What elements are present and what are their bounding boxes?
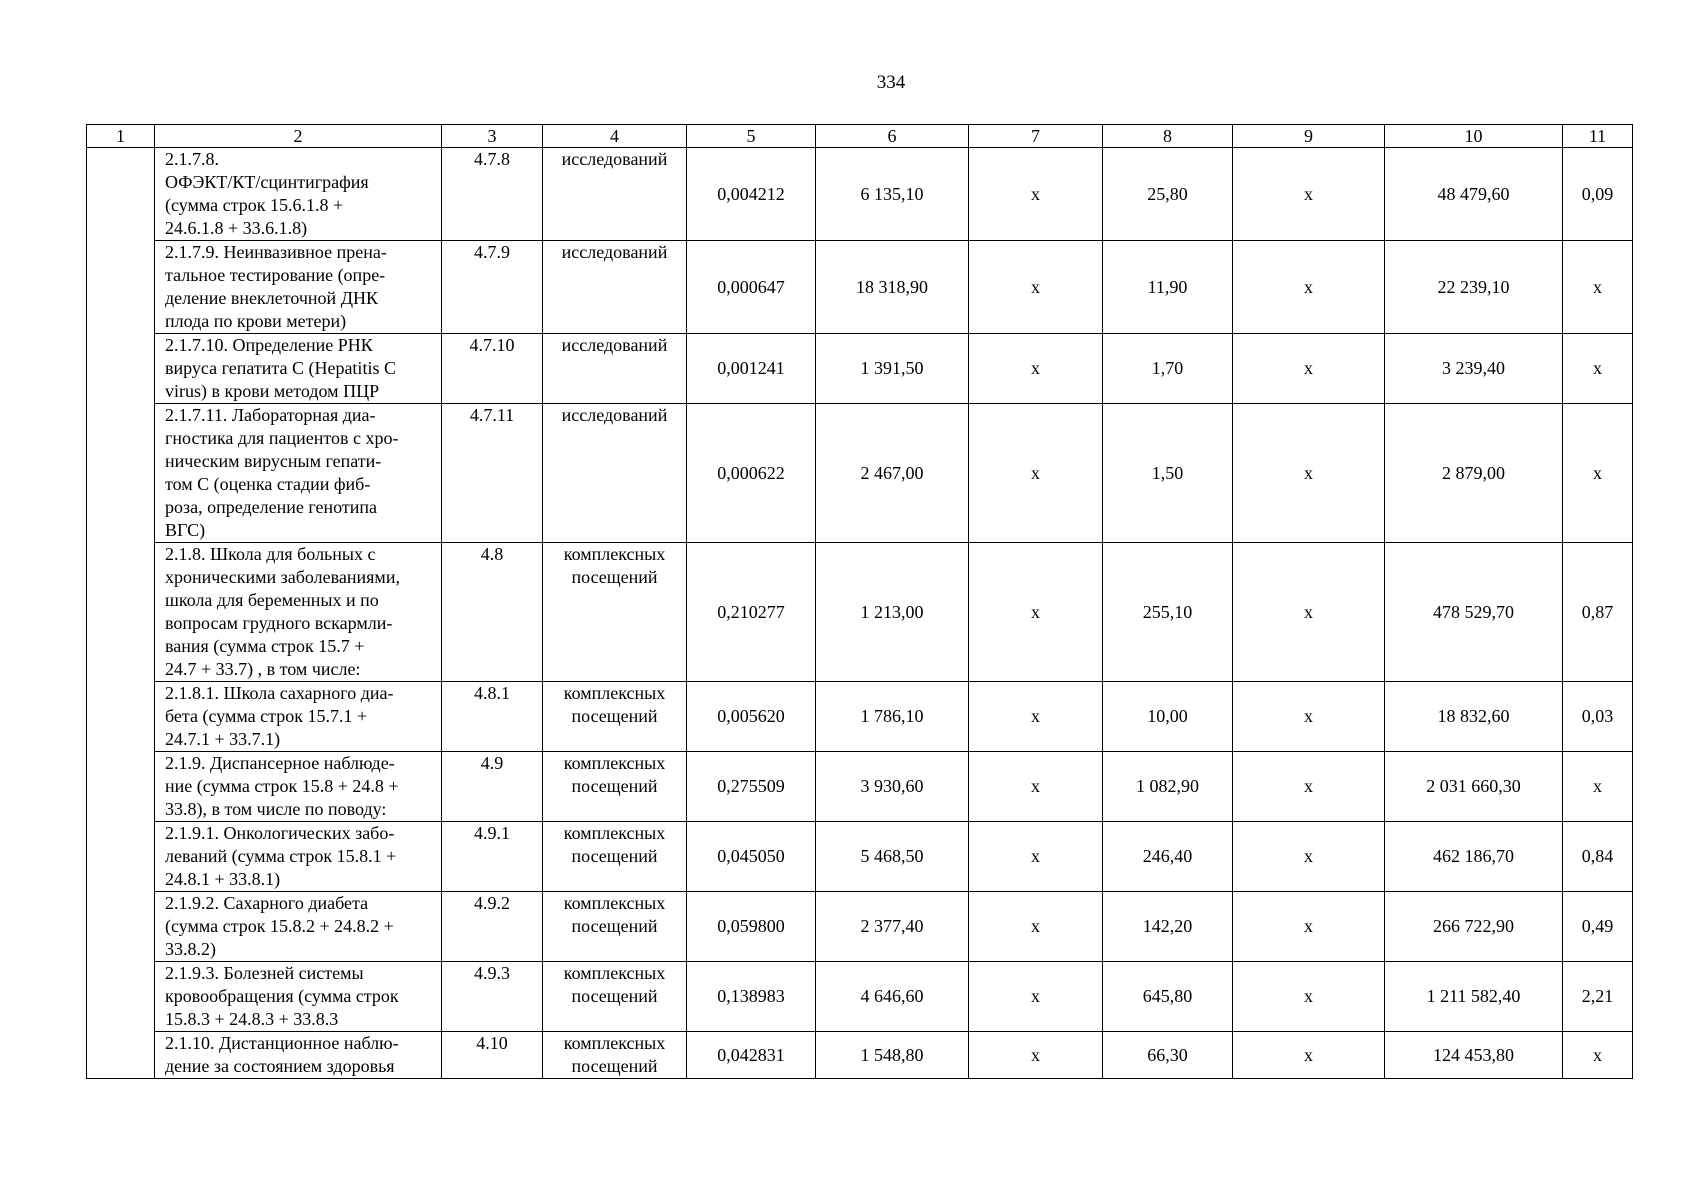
row-code-cell: 4.9.2	[442, 892, 543, 962]
indicator-name-cell-line: ническим вирусным гепати-	[165, 451, 382, 471]
value-cell-10: 462 186,70	[1385, 822, 1563, 892]
indicator-name-cell-line: (сумма строк 15.6.1.8 +	[165, 195, 344, 215]
indicator-name-cell-line: 24.7.1 + 33.7.1)	[165, 729, 281, 749]
value-cell-8: 10,00	[1103, 682, 1233, 752]
indicator-name-cell-line: плода по крови метери)	[165, 311, 347, 331]
table-row	[87, 1032, 1633, 1079]
indicator-name-cell	[155, 241, 442, 334]
value-cell-9: х	[1233, 334, 1385, 404]
row-code-cell: 4.7.9	[442, 241, 543, 334]
value-cell-9: х	[1233, 682, 1385, 752]
value-cell-9: х	[1233, 892, 1385, 962]
indicator-name-cell-line: 15.8.3 + 24.8.3 + 33.8.3	[165, 1009, 339, 1029]
header-cell: 8	[1103, 125, 1233, 148]
indicator-name-cell-line: тальное тестирование (опре-	[165, 265, 386, 285]
value-cell-5: 0,045050	[687, 822, 816, 892]
value-cell-7: х	[969, 822, 1103, 892]
indicator-name-cell	[155, 148, 442, 241]
header-cell: 10	[1385, 125, 1563, 148]
header-cell: 7	[969, 125, 1103, 148]
value-cell-10: 124 453,80	[1385, 1032, 1563, 1079]
indicator-name-cell-line: virus) в крови методом ПЦР	[165, 381, 380, 401]
value-cell-6: 1 391,50	[816, 334, 969, 404]
unit-cell-line: посещений	[571, 986, 658, 1006]
table-row	[87, 241, 1633, 334]
indicator-name-cell-line: (сумма строк 15.8.2 + 24.8.2 +	[165, 916, 394, 936]
unit-cell	[543, 682, 687, 752]
value-cell-11: х	[1563, 752, 1633, 822]
header-cell: 2	[155, 125, 442, 148]
value-cell-5: 0,001241	[687, 334, 816, 404]
header-cell: 11	[1563, 125, 1633, 148]
indicator-name-cell-line: деление внеклеточной ДНК	[165, 288, 378, 308]
value-cell-9: х	[1233, 822, 1385, 892]
header-row	[87, 125, 1633, 148]
indicator-name-cell-line: 2.1.9.1. Онкологических забо-	[165, 823, 395, 843]
value-cell-11: 0,49	[1563, 892, 1633, 962]
indicator-name-cell-line: 24.7 + 33.7) , в том числе:	[165, 659, 361, 679]
unit-cell-line: комплексных	[563, 1033, 666, 1053]
value-cell-5: 0,210277	[687, 543, 816, 682]
unit-cell	[543, 1032, 687, 1079]
unit-cell-line: посещений	[571, 1056, 658, 1076]
value-cell-8: 66,30	[1103, 1032, 1233, 1079]
value-cell-10: 1 211 582,40	[1385, 962, 1563, 1032]
table-row	[87, 822, 1633, 892]
unit-cell	[543, 241, 687, 334]
header-cell: 4	[543, 125, 687, 148]
unit-cell-line: исследований	[561, 242, 668, 262]
unit-cell-line: посещений	[571, 916, 658, 936]
value-cell-10: 478 529,70	[1385, 543, 1563, 682]
row-code-cell: 4.8.1	[442, 682, 543, 752]
unit-cell-line: посещений	[571, 706, 658, 726]
indicator-name-cell	[155, 543, 442, 682]
row-code-cell: 4.9.1	[442, 822, 543, 892]
indicator-name-cell-line: 2.1.10. Дистанционное наблю-	[165, 1033, 399, 1053]
row-code-cell: 4.9.3	[442, 962, 543, 1032]
value-cell-11: 0,84	[1563, 822, 1633, 892]
value-cell-7: х	[969, 241, 1103, 334]
value-cell-7: х	[969, 892, 1103, 962]
data-table	[86, 124, 1633, 1079]
table-row	[87, 404, 1633, 543]
page-number: 334	[876, 72, 906, 93]
table-body	[87, 148, 1633, 1079]
value-cell-10: 22 239,10	[1385, 241, 1563, 334]
value-cell-7: х	[969, 404, 1103, 543]
value-cell-11: х	[1563, 1032, 1633, 1079]
value-cell-8: 255,10	[1103, 543, 1233, 682]
value-cell-5: 0,005620	[687, 682, 816, 752]
indicator-name-cell	[155, 404, 442, 543]
value-cell-10: 48 479,60	[1385, 148, 1563, 241]
value-cell-11: 0,87	[1563, 543, 1633, 682]
indicator-name-cell-line: 24.8.1 + 33.8.1)	[165, 869, 281, 889]
value-cell-8: 1,50	[1103, 404, 1233, 543]
value-cell-9: х	[1233, 148, 1385, 241]
value-cell-7: х	[969, 334, 1103, 404]
value-cell-6: 4 646,60	[816, 962, 969, 1032]
value-cell-5: 0,059800	[687, 892, 816, 962]
row-code-cell: 4.7.10	[442, 334, 543, 404]
indicator-name-cell-line: хроническими заболеваниями,	[165, 567, 400, 587]
indicator-name-cell-line: 2.1.9.3. Болезней системы	[165, 963, 364, 983]
value-cell-6: 6 135,10	[816, 148, 969, 241]
indicator-name-cell-line: ние (сумма строк 15.8 + 24.8 +	[165, 776, 399, 796]
value-cell-11: х	[1563, 241, 1633, 334]
indicator-name-cell	[155, 682, 442, 752]
value-cell-11: 2,21	[1563, 962, 1633, 1032]
value-cell-9: х	[1233, 1032, 1385, 1079]
indicator-name-cell-line: ВГС)	[165, 520, 206, 540]
value-cell-8: 645,80	[1103, 962, 1233, 1032]
indicator-name-cell-line: 24.6.1.8 + 33.6.1.8)	[165, 218, 308, 238]
value-cell-6: 1 213,00	[816, 543, 969, 682]
value-cell-8: 142,20	[1103, 892, 1233, 962]
indicator-name-cell-line: вопросам грудного вскармли-	[165, 613, 393, 633]
value-cell-5: 0,042831	[687, 1032, 816, 1079]
indicator-name-cell-line: 2.1.9.2. Сахарного диабета	[165, 893, 369, 913]
value-cell-7: х	[969, 148, 1103, 241]
value-cell-5: 0,275509	[687, 752, 816, 822]
value-cell-6: 2 377,40	[816, 892, 969, 962]
indicator-name-cell-line: 2.1.8. Школа для больных с	[165, 544, 376, 564]
column-1-cell	[87, 148, 155, 1079]
unit-cell-line: исследований	[561, 149, 668, 169]
value-cell-5: 0,004212	[687, 148, 816, 241]
indicator-name-cell-line: дение за состоянием здоровья	[165, 1056, 395, 1076]
indicator-name-cell-line: 2.1.7.11. Лабораторная диа-	[165, 405, 376, 425]
indicator-name-cell	[155, 822, 442, 892]
value-cell-9: х	[1233, 404, 1385, 543]
value-cell-7: х	[969, 752, 1103, 822]
value-cell-11: 0,03	[1563, 682, 1633, 752]
indicator-name-cell	[155, 334, 442, 404]
header-cell: 6	[816, 125, 969, 148]
indicator-name-cell-line: гностика для пациентов с хро-	[165, 428, 399, 448]
indicator-name-cell-line: вируса гепатита С (Hepatitis C	[165, 358, 396, 378]
unit-cell	[543, 543, 687, 682]
unit-cell	[543, 892, 687, 962]
unit-cell	[543, 822, 687, 892]
value-cell-8: 11,90	[1103, 241, 1233, 334]
unit-cell	[543, 334, 687, 404]
indicator-name-cell	[155, 892, 442, 962]
header-cell: 1	[87, 125, 155, 148]
unit-cell	[543, 404, 687, 543]
value-cell-10: 18 832,60	[1385, 682, 1563, 752]
value-cell-6: 1 548,80	[816, 1032, 969, 1079]
unit-cell-line: комплексных	[563, 683, 666, 703]
value-cell-8: 1,70	[1103, 334, 1233, 404]
indicator-name-cell-line: ОФЭКТ/КТ/сцинтиграфия	[165, 172, 369, 192]
value-cell-6: 3 930,60	[816, 752, 969, 822]
indicator-name-cell	[155, 962, 442, 1032]
value-cell-6: 2 467,00	[816, 404, 969, 543]
unit-cell-line: комплексных	[563, 753, 666, 773]
unit-cell-line: посещений	[571, 567, 658, 587]
value-cell-6: 5 468,50	[816, 822, 969, 892]
value-cell-6: 18 318,90	[816, 241, 969, 334]
table-row	[87, 752, 1633, 822]
indicator-name-cell-line: роза, определение генотипа	[165, 497, 378, 517]
row-code-cell: 4.9	[442, 752, 543, 822]
row-code-cell: 4.10	[442, 1032, 543, 1079]
value-cell-11: х	[1563, 404, 1633, 543]
indicator-name-cell-line: кровообращения (сумма строк	[165, 986, 399, 1006]
value-cell-10: 2 031 660,30	[1385, 752, 1563, 822]
table-row	[87, 892, 1633, 962]
unit-cell-line: комплексных	[563, 893, 666, 913]
unit-cell-line: посещений	[571, 776, 658, 796]
value-cell-9: х	[1233, 962, 1385, 1032]
indicator-name-cell-line: 2.1.7.9. Неинвазивное прена-	[165, 242, 387, 262]
value-cell-5: 0,000647	[687, 241, 816, 334]
indicator-name-cell	[155, 752, 442, 822]
value-cell-8: 1 082,90	[1103, 752, 1233, 822]
header-cell: 5	[687, 125, 816, 148]
unit-cell-line: исследований	[561, 405, 668, 425]
row-code-cell: 4.7.8	[442, 148, 543, 241]
value-cell-8: 246,40	[1103, 822, 1233, 892]
indicator-name-cell-line: леваний (сумма строк 15.8.1 +	[165, 846, 397, 866]
value-cell-7: х	[969, 1032, 1103, 1079]
table-row	[87, 962, 1633, 1032]
value-cell-7: х	[969, 962, 1103, 1032]
value-cell-11: х	[1563, 334, 1633, 404]
value-cell-7: х	[969, 543, 1103, 682]
indicator-name-cell-line: школа для беременных и по	[165, 590, 379, 610]
indicator-name-cell-line: вания (сумма строк 15.7 +	[165, 636, 365, 656]
unit-cell	[543, 148, 687, 241]
value-cell-10: 2 879,00	[1385, 404, 1563, 543]
unit-cell-line: комплексных	[563, 823, 666, 843]
unit-cell-line: посещений	[571, 846, 658, 866]
value-cell-11: 0,09	[1563, 148, 1633, 241]
unit-cell	[543, 962, 687, 1032]
header-cell: 9	[1233, 125, 1385, 148]
value-cell-9: х	[1233, 752, 1385, 822]
indicator-name-cell	[155, 1032, 442, 1079]
indicator-name-cell-line: 2.1.9. Диспансерное наблюде-	[165, 753, 395, 773]
value-cell-5: 0,000622	[687, 404, 816, 543]
table-row	[87, 682, 1633, 752]
value-cell-6: 1 786,10	[816, 682, 969, 752]
indicator-name-cell-line: 33.8.2)	[165, 939, 216, 959]
indicator-name-cell-line: 33.8), в том числе по поводу:	[165, 799, 387, 819]
value-cell-10: 3 239,40	[1385, 334, 1563, 404]
row-code-cell: 4.7.11	[442, 404, 543, 543]
indicator-name-cell-line: том С (оценка стадии фиб-	[165, 474, 371, 494]
header-cell: 3	[442, 125, 543, 148]
unit-cell-line: исследований	[561, 335, 668, 355]
table-row	[87, 543, 1633, 682]
value-cell-10: 266 722,90	[1385, 892, 1563, 962]
row-code-cell: 4.8	[442, 543, 543, 682]
value-cell-9: х	[1233, 241, 1385, 334]
indicator-name-cell-line: бета (сумма строк 15.7.1 +	[165, 706, 368, 726]
unit-cell	[543, 752, 687, 822]
unit-cell-line: комплексных	[563, 544, 666, 564]
value-cell-8: 25,80	[1103, 148, 1233, 241]
table-row	[87, 148, 1633, 241]
indicator-name-cell-line: 2.1.7.8.	[165, 149, 219, 169]
unit-cell-line: комплексных	[563, 963, 666, 983]
indicator-name-cell-line: 2.1.8.1. Школа сахарного диа-	[165, 683, 394, 703]
table-row	[87, 334, 1633, 404]
value-cell-7: х	[969, 682, 1103, 752]
value-cell-5: 0,138983	[687, 962, 816, 1032]
value-cell-9: х	[1233, 543, 1385, 682]
indicator-name-cell-line: 2.1.7.10. Определение РНК	[165, 335, 373, 355]
